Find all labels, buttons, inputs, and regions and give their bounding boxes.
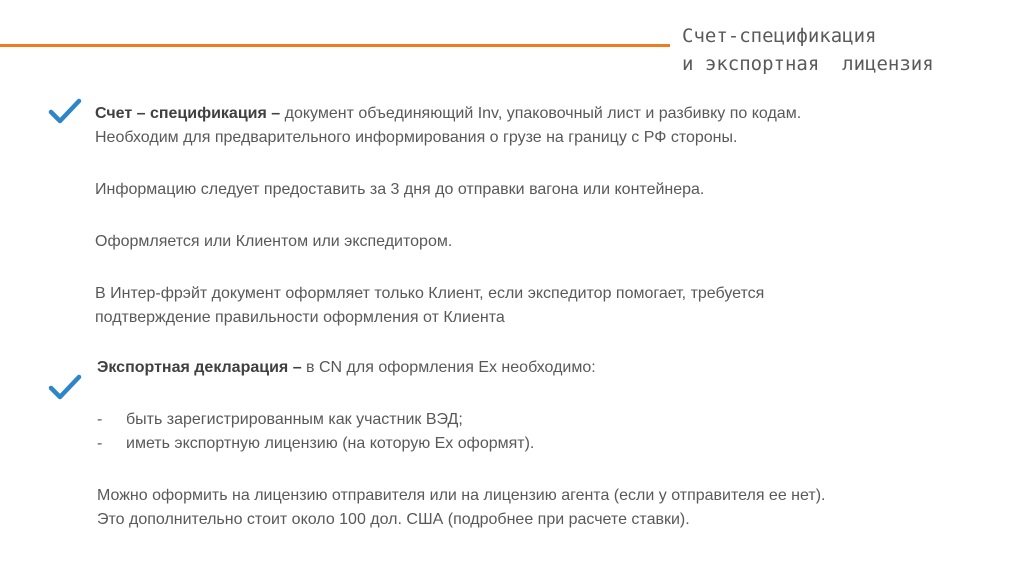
list-item (97, 408, 997, 432)
slide-title-line2: и экспортная лицензия (682, 53, 934, 75)
export-declaration-intro-text: в CN для оформления Ex необходимо: (301, 359, 596, 376)
specification-deadline: Информацию следует предоставить за 3 дня до отправки вагона или контейнера. (95, 181, 705, 198)
export-declaration-section (97, 356, 997, 532)
header-accent-rule (0, 44, 670, 47)
list-item (97, 432, 997, 456)
specification-interfreight-line2: подтверждение правильности оформления от Клиента (95, 309, 505, 326)
checkmark-icon (48, 98, 82, 126)
list-item-text: иметь экспортную лицензию (на которую Ex оформят). (126, 435, 535, 452)
checkmark-icon (48, 374, 82, 402)
export-declaration-intro (97, 356, 997, 380)
list-dash: - (97, 435, 103, 452)
specification-definition (95, 102, 995, 126)
specification-term: Счет – спецификация – (95, 105, 281, 122)
list-dash: - (97, 411, 103, 428)
export-license-note-line1: Можно оформить на лицензию отправителя или на лицензию агента (если у отправителя ее нет). (97, 487, 826, 504)
slide-title-line1: Счет-спецификация (682, 25, 877, 47)
specification-interfreight-line1: В Интер-фрэйт документ оформляет только Клиент, если экспедитор помогает, требуется (95, 285, 765, 302)
specification-section (95, 102, 995, 330)
specification-issuer: Оформляется или Клиентом или экспедитором. (95, 233, 453, 250)
export-declaration-term: Экспортная декларация – (97, 359, 302, 376)
export-license-note-line2: Это дополнительно стоит около 100 дол. США (подробнее при расчете ставки). (97, 511, 690, 528)
specification-purpose: Необходим для предварительного информирования о грузе на границу с РФ стороны. (95, 129, 738, 146)
list-item-text: быть зарегистрированным как участник ВЭД; (126, 411, 463, 428)
specification-definition-text: документ объединяющий Inv, упаковочный лист и разбивку по кодам. (280, 105, 802, 122)
slide-title (682, 22, 1022, 78)
